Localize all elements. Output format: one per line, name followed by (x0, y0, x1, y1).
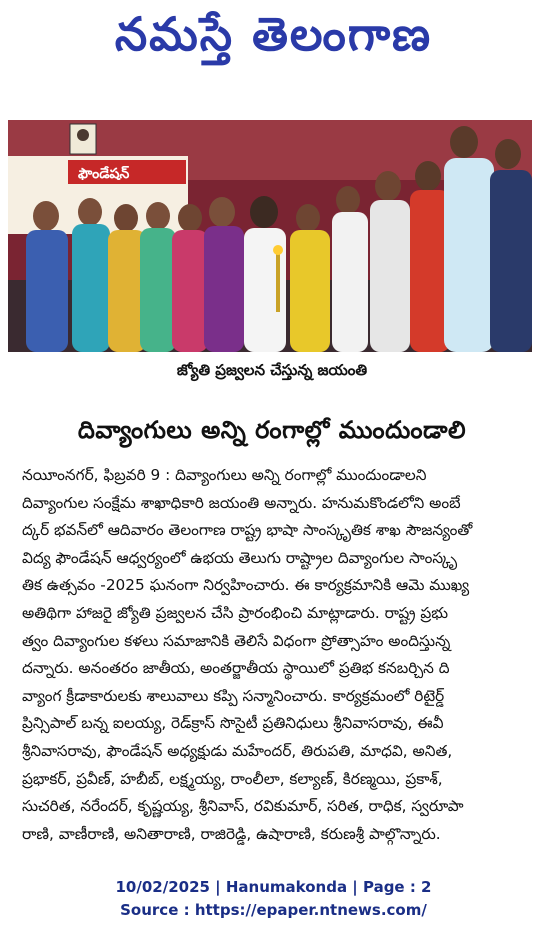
news-photo (8, 120, 532, 352)
article-line: అతిథిగా హాజరై జ్యోతి ప్రజ్వలన చేసి ప్రారంభించి మాట్లాడారు. రాష్ట్ర ప్రభు (22, 603, 449, 622)
article-line: దన్నారు. అనంతరం జాతీయ, అంతర్జాతీయ స్థాయిలో ప్రతిభ కనబర్చిన ది (22, 659, 450, 678)
banner-text: ఫౌండేషన్ (78, 166, 130, 182)
newspaper-masthead (0, 0, 547, 80)
article-body (22, 462, 530, 848)
footer-source: Source : https://epaper.ntnews.com/ (120, 901, 427, 919)
footer-dateline: 10/02/2025 | Hanumakonda | Page : 2 (115, 878, 432, 896)
article-line: తిక ఉత్సవం -2025 ఘనంగా నిర్వహించారు. ఈ కార్యక్రమానికి ఆమె ముఖ్య (22, 576, 470, 595)
article-line: వ్యాంగ క్రీడాకారులకు శాలువాలు కప్పి సన్మానించారు. కార్యక్రమంలో రిటైర్డ్ (22, 686, 445, 705)
article-line: రాణి, వాణీరాణి, అనితారాణి, రాజిరెడ్డి, ఉషారాణి, కరుణశ్రీ పాల్గొన్నారు. (22, 824, 441, 843)
article-headline: దివ్యాంగులు అన్ని రంగాల్లో ముందుండాలి (77, 416, 467, 444)
article-line: త్వం దివ్యాంగుల కళలు సమాజానికి తెలిసే విధంగా ప్రోత్సాహం అందిస్తున్న (22, 631, 451, 650)
article-line: నయీంనగర్, ఫిబ్రవరి 9 : దివ్యాంగులు అన్ని రంగాల్లో ముందుండాలని (22, 466, 427, 484)
article-line: ద్కర్ భవన్‌లో ఆదివారం తెలంగాణ రాష్ట్ర భాషా సాంస్కృతిక శాఖ సౌజన్యంతో (22, 521, 473, 540)
article-line: ప్రిన్సిపాల్ బన్న ఐలయ్య, రెడ్‌క్రాస్ సొసైటీ ప్రతినిధులు శ్రీనివాసరావు, ఈవీ (22, 714, 444, 733)
photo-caption: జ్యోతి ప్రజ్వలన చేస్తున్న జయంతి (10, 352, 534, 392)
article-line: దివ్యాంగుల సంక్షేమ శాఖాధికారి జయంతి అన్నారు. హనుమకొండలోని అంబే (22, 493, 461, 512)
article-line: సుచరిత, నరేందర్, కృష్ణయ్య, శ్రీనివాస్, రవికుమార్, సరిత, రాధిక, స్వరూపా (22, 797, 464, 816)
article-line: విద్య ఫౌండేషన్ ఆధ్వర్యంలో ఉభయ తెలుగు రాష్ట్రాల దివ్యాంగుల సాంస్కృ (22, 548, 458, 567)
article-line: ప్రభాకర్, ప్రవీణ్, హబీబ్, లక్ష్మయ్య, రాంలీలా, కల్యాణ్, కిరణ్మయి, ప్రకాశ్, (22, 769, 443, 788)
masthead-title: నమస్తే తెలంగాణ (114, 7, 433, 61)
article-line: శ్రీనివాసరావు, ఫౌండేషన్ అధ్యక్షుడు మహేందర్, తిరుపతి, మాధవి, అనిత, (22, 741, 453, 760)
